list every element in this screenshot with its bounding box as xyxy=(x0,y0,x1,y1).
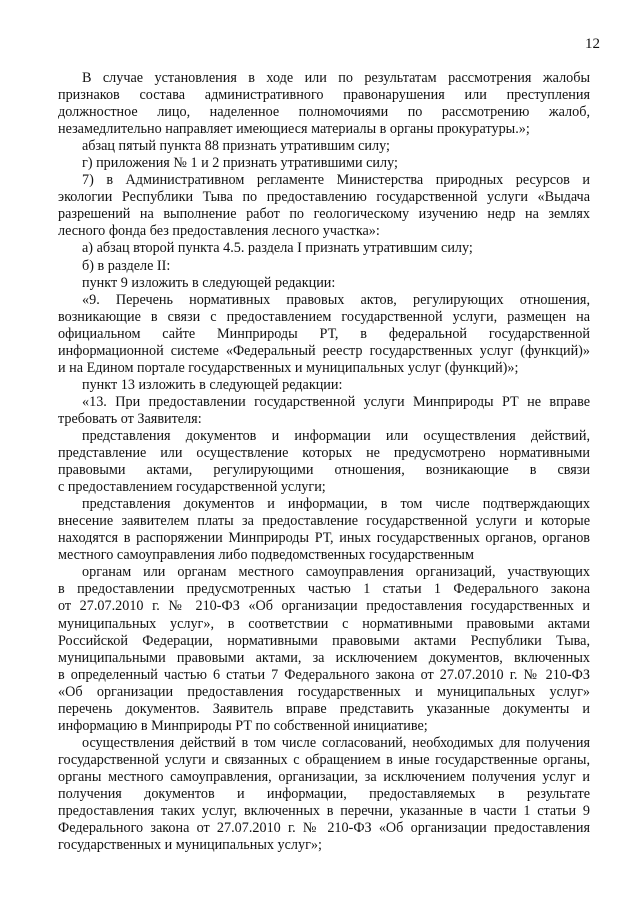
text-line: государственных и муниципальных услуг»; xyxy=(58,837,322,854)
text-line: возникающие в связи с предоставлением государственной услуги, размещен на xyxy=(58,308,590,325)
text-line: должностное лицо, наделенное полномочиями по рассмотрению жалоб, xyxy=(58,104,590,121)
text-line: Российской Федерации, нормативными правовыми актами Республики Тыва, xyxy=(58,632,590,649)
text-line: 7) в Административном регламенте Министерства природных ресурсов и xyxy=(82,172,590,189)
text-line: в предоставлении предусмотренных частью 1 статьи 1 Федерального закона xyxy=(58,581,590,598)
text-line: представления документов и информации, в том числе подтверждающих xyxy=(82,496,590,513)
text-line: пункт 9 изложить в следующей редакции: xyxy=(82,274,336,291)
text-line: информацию в Минприроды РТ по собственной инициативе; xyxy=(58,717,428,734)
text-line: лесного фонда без предоставления лесного участка»: xyxy=(58,223,380,240)
text-line: представления документов и информации или осуществления действий, xyxy=(82,427,590,444)
text-line: внесение заявителем платы за предоставление государственной услуги и которые xyxy=(58,513,590,530)
text-line: осуществления действий в том числе согласований, необходимых для получения xyxy=(82,734,590,751)
text-line: «Об организации предоставления государственных и муниципальных услуг» xyxy=(58,683,590,700)
text-line: экологии Республики Тыва по предоставлению государственной услуги «Выдача xyxy=(58,189,590,206)
text-line: в определенный частью 6 статьи 7 Федерального закона от 27.07.2010 г. № 210-ФЗ xyxy=(58,666,590,683)
text-line: информационной системе «Федеральный реестр государственных услуг (функций)» xyxy=(58,342,590,359)
text-line: органам или органам местного самоуправления организаций, участвующих xyxy=(82,564,590,581)
text-line: правовыми актами, регулирующими отношения, возникающие в связи xyxy=(58,462,590,479)
text-line: а) абзац второй пункта 4.5. раздела I признать утратившим силу; xyxy=(82,240,473,257)
text-line: перечень документов. Заявитель вправе представить указанные документы и xyxy=(58,700,590,717)
text-line: находятся в распоряжении Минприроды РТ, иных государственных органов, органов xyxy=(58,530,590,547)
text-line: муниципальных услуг», в соответствии с нормативными правовыми актами xyxy=(58,615,590,632)
text-line: и на Едином портале государственных и муниципальных услуг (функций)»; xyxy=(58,359,519,376)
text-line: признаков состава административного правонарушения или преступления xyxy=(58,87,590,104)
text-line: местного самоуправления либо подведомственных государственным xyxy=(58,547,474,564)
text-line: г) приложения № 1 и 2 признать утратившими силу; xyxy=(82,155,398,172)
text-line: органы местного самоуправления, организации, за исключением получения услуг и xyxy=(58,768,590,785)
document-body xyxy=(58,70,590,854)
text-line: государственной услуги и связанных с обращением в иные государственные органы, xyxy=(58,751,590,768)
text-line: Федерального закона от 27.07.2010 г. № 210-ФЗ «Об организации предоставления xyxy=(58,820,590,837)
text-line: получения документов и информации, предоставляемых в результате xyxy=(58,785,590,802)
text-line: представление или осуществление которых не предусмотрено нормативными xyxy=(58,445,590,462)
text-line: «13. При предоставлении государственной услуги Минприроды РТ не вправе xyxy=(82,393,590,410)
text-line: пункт 13 изложить в следующей редакции: xyxy=(82,376,343,393)
text-line: предоставления таких услуг, включенных в перечни, указанные в части 1 статьи 9 xyxy=(58,803,590,820)
text-line: б) в разделе II: xyxy=(82,257,171,274)
text-line: муниципальными правовыми актами, за исключением документов, включенных xyxy=(58,649,590,666)
text-line: незамедлительно направляет имеющиеся материалы в органы прокуратуры.»; xyxy=(58,121,530,138)
text-line: разрешений на выполнение работ по геологическому изучению недр на землях xyxy=(58,206,590,223)
page-number: 12 xyxy=(585,36,600,52)
text-line: «9. Перечень нормативных правовых актов, регулирующих отношения, xyxy=(82,291,590,308)
text-line: с предоставлением государственной услуги; xyxy=(58,479,326,496)
text-line: официальном сайте Минприроды РТ, в федеральной государственной xyxy=(58,325,590,342)
text-line: от 27.07.2010 г. № 210-ФЗ «Об организации предоставления государственных и xyxy=(58,598,590,615)
text-line: абзац пятый пункта 88 признать утратившим силу; xyxy=(82,138,390,155)
text-line: В случае установления в ходе или по результатам рассмотрения жалобы xyxy=(82,70,590,86)
text-line: требовать от Заявителя: xyxy=(58,410,202,427)
